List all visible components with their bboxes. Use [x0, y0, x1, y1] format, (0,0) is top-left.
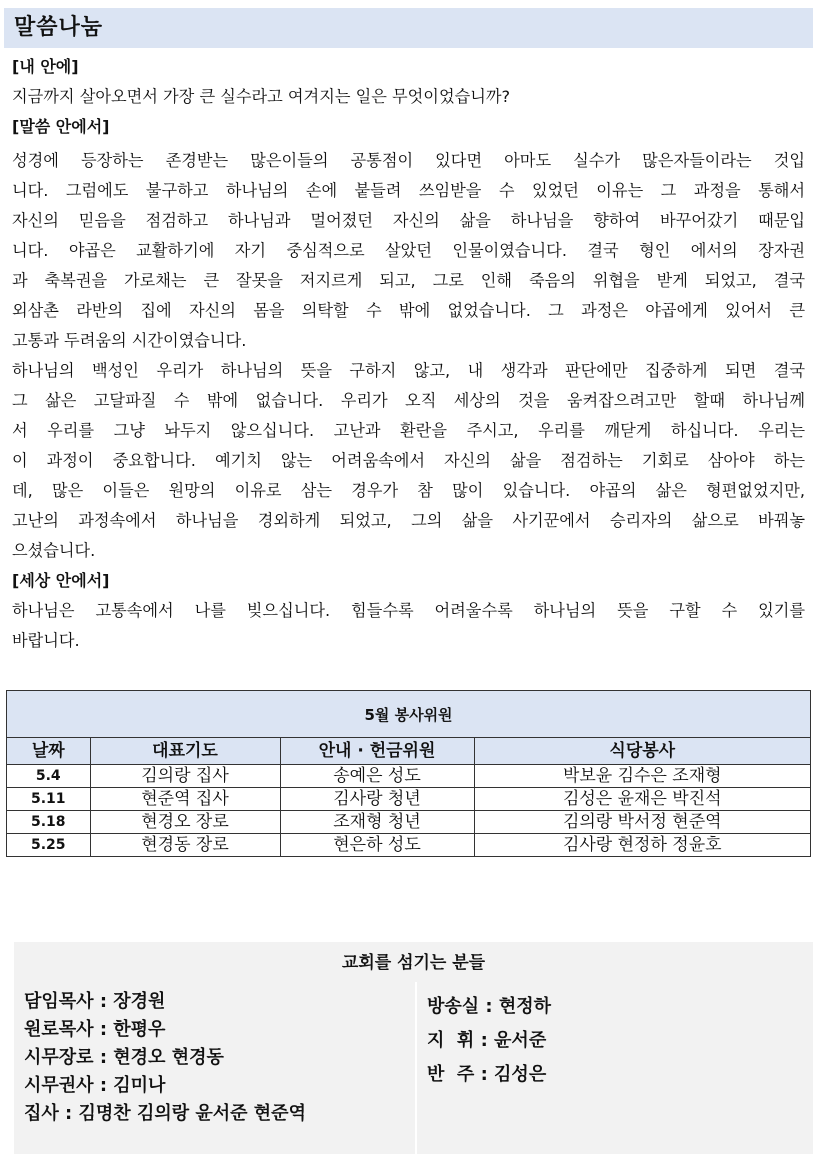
section-heading-in-world: [세상 안에서]	[12, 571, 110, 590]
paragraph-line: 고통과 두려움의 시간이였습니다.	[12, 331, 247, 350]
cell-usher: 조재형 청년	[280, 811, 474, 834]
paragraph-line: 고난의 과정속에서 하나님을 경외하게 되었고, 그의 삶을 사기꾼에서 승리자의 삶으로 바꿔놓	[12, 511, 805, 530]
paragraph-line: 데, 많은 이들은 원망의 이유로 삼는 경우가 참 많이 있습니다. 야곱의 삶은 형편없었지만,	[12, 481, 805, 500]
column-header-prayer: 대표기도	[90, 738, 280, 765]
cell-usher: 송예은 성도	[280, 765, 474, 788]
staff-list-left	[14, 982, 412, 1154]
cell-kitchen: 김의랑 박서정 현준역	[474, 811, 810, 834]
staff-entry: 지 휘 : 윤서준	[427, 1030, 547, 1051]
staff-entry: 방송실 : 현정하	[427, 996, 552, 1017]
cell-date: 5.11	[7, 788, 90, 811]
reflection-content	[12, 52, 805, 656]
table-row	[7, 765, 810, 788]
cell-kitchen: 박보윤 김수은 조재형	[474, 765, 810, 788]
paragraph-line: 으셨습니다.	[12, 541, 96, 560]
paragraph-line: 자신의 믿음을 점검하고 하나님과 멀어졌던 자신의 삶을 하나님을 향하여 바꾸어갔기 때문입	[12, 211, 805, 230]
cell-kitchen: 김성은 윤재은 박진석	[474, 788, 810, 811]
paragraph-line: 과 축복권을 가로채는 큰 잘못을 저지르게 되고, 그로 인해 죽음의 위협을 받게 되었고, 결국	[12, 271, 805, 290]
question-line: 지금까지 살아오면서 가장 큰 실수라고 여겨지는 일은 무엇이었습니까?	[12, 87, 511, 106]
cell-date: 5.4	[7, 765, 90, 788]
cell-date: 5.25	[7, 834, 90, 857]
cell-prayer: 현준역 집사	[90, 788, 280, 811]
paragraph-line: 그 삶은 고달파질 수 밖에 없습니다. 우리가 오직 세상의 것을 움켜잡으려고만 할때 하나님께	[12, 391, 805, 410]
staff-entry: 시무권사 : 김미나	[24, 1075, 166, 1096]
staff-entry: 반 주 : 김성은	[427, 1064, 547, 1085]
cell-date: 5.18	[7, 811, 90, 834]
roster-header-row	[7, 738, 810, 765]
cell-usher: 현은하 성도	[280, 834, 474, 857]
page-title: 말씀나눔	[4, 8, 813, 48]
paragraph-line: 이 과정이 중요합니다. 예기치 않는 어려움속에서 자신의 삶을 점검하는 기회로 삼아야 하는	[12, 451, 805, 470]
column-header-usher: 안내 · 헌금위원	[280, 738, 474, 765]
staff-entry: 시무장로 : 현경오 현경동	[24, 1047, 224, 1068]
cell-prayer: 현경동 장로	[90, 834, 280, 857]
staff-entry: 담임목사 : 장경원	[24, 991, 166, 1012]
paragraph-line: 하나님의 백성인 우리가 하나님의 뜻을 구하지 않고, 내 생각과 판단에만 집중하게 되면 결국	[12, 361, 805, 380]
paragraph-line: 니다. 야곱은 교활하기에 자기 중심적으로 살았던 인물이였습니다. 결국 형인 에서의 장자권	[12, 241, 805, 260]
paragraph-line: 니다. 그럼에도 불구하고 하나님의 손에 붙들려 쓰임받을 수 있었던 이유는 그 과정을 통해서	[12, 181, 805, 200]
staff-entry: 집사 : 김명찬 김의랑 윤서준 현준역	[24, 1103, 306, 1124]
paragraph-line: 성경에 등장하는 존경받는 많은이들의 공통점이 있다면 아마도 실수가 많은자들이라는 것입	[12, 151, 805, 170]
staff-title: 교회를 섬기는 분들	[341, 953, 486, 973]
table-row	[7, 788, 810, 811]
column-header-kitchen: 식당봉사	[474, 738, 810, 765]
section-heading-within-me: [내 안에]	[12, 57, 79, 76]
paragraph-line: 하나님은 고통속에서 나를 빚으십니다. 힘들수록 어려울수록 하나님의 뜻을 구할 수 있기를	[12, 601, 805, 620]
paragraph-line: 외삼촌 라반의 집에 자신의 몸을 의탁할 수 밖에 없었습니다. 그 과정은 야곱에게 있어서 큰	[12, 301, 805, 320]
roster-table	[7, 738, 810, 856]
staff-entry: 원로목사 : 한평우	[24, 1019, 166, 1040]
cell-prayer: 김의랑 집사	[90, 765, 280, 788]
column-header-date: 날짜	[7, 738, 90, 765]
table-row	[7, 811, 810, 834]
cell-prayer: 현경오 장로	[90, 811, 280, 834]
staff-list-right	[415, 982, 813, 1154]
table-row	[7, 834, 810, 857]
paragraph-line: 바랍니다.	[12, 631, 80, 650]
cell-usher: 김사랑 청년	[280, 788, 474, 811]
paragraph-line: 서 우리를 그냥 놔두지 않으십니다. 고난과 환란을 주시고, 우리를 깨닫게 하십니다. 우리는	[12, 421, 805, 440]
cell-kitchen: 김사랑 현정하 정윤호	[474, 834, 810, 857]
roster-title: 5월 봉사위원	[7, 691, 810, 738]
volunteer-roster	[6, 690, 811, 857]
church-staff-box	[14, 942, 813, 1154]
section-heading-in-word: [말씀 안에서]	[12, 117, 110, 136]
